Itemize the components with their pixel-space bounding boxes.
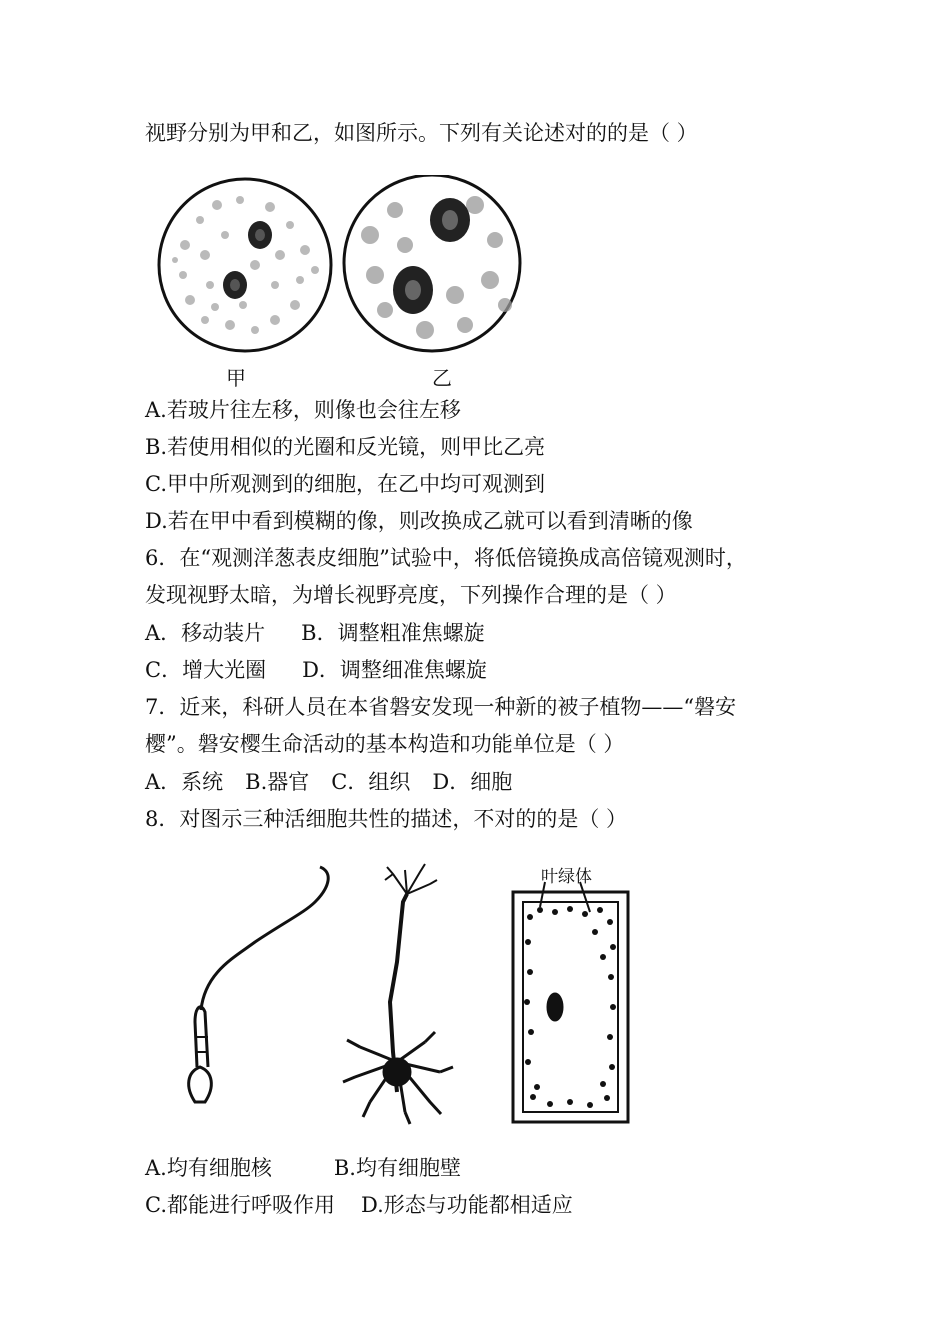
q6-option-a: A．移动装片 [145,621,266,645]
q8-stem: 8．对图示三种活细胞共性的描述，不对的的是（ ） [145,807,628,831]
q5-option-c: C.甲中所观测到的细胞，在乙中均可观测到 [145,472,545,496]
q6-options-row1 [145,618,485,648]
q7-options-row [145,767,512,797]
q7-stem-line2: 樱”。磐安樱生命活动的基本构造和功能单位是（ ） [145,732,625,756]
q8-option-a: A.均有细胞核 [145,1156,272,1180]
q8-options-row1 [145,1153,461,1183]
q6-option-b: B．调整粗准焦螺旋 [301,621,485,645]
q7-option-b: B.器官 [245,770,310,794]
sperm-cell [189,867,329,1102]
q5-option-a: A.若玻片往左移，则像也会往左移 [145,398,461,422]
q5-option-d: D.若在甲中看到模糊的像，则改换成乙就可以看到清晰的像 [145,509,693,533]
label-yi: 乙 [432,366,452,390]
plant-cell [513,882,628,1122]
neuron-cell [343,864,453,1124]
field-jia [159,179,331,351]
field-yi [344,175,520,351]
q7-option-a: A．系统 [145,770,224,794]
q5-stem: 视野分别为甲和乙，如图所示。下列有关论述对的的是（ ） [145,121,698,145]
q7-stem-line1: 7．近来，科研人员在本省磐安发现一种新的被子植物——“磐安 [145,695,737,719]
chloroplast-label: 叶绿体 [541,867,592,887]
q8-options-row2 [145,1190,573,1220]
microscope-fields-figure [155,175,555,390]
q7-option-c: C．组织 [331,770,411,794]
q8-option-b: B.均有细胞壁 [333,1156,461,1180]
label-jia: 甲 [226,366,246,390]
q6-stem-line2: 发现视野太暗，为增长视野亮度，下列操作合理的是（ ） [145,583,677,607]
q8-option-c: C.都能进行呼吸作用 [145,1193,335,1217]
q6-option-c: C．增大光圈 [145,658,267,682]
q8-option-d: D.形态与功能都相适应 [361,1193,573,1217]
q5-option-b: B.若使用相似的光圈和反光镜，则甲比乙亮 [145,435,546,459]
q6-stem-line1: 6．在“观测洋葱表皮细胞”试验中，将低倍镜换成高倍镜观测时， [145,546,747,570]
q7-option-d: D．细胞 [432,770,513,794]
q6-option-d: D．调整细准焦螺旋 [302,658,487,682]
q6-options-row2 [145,655,487,685]
three-cells-figure [175,862,655,1137]
